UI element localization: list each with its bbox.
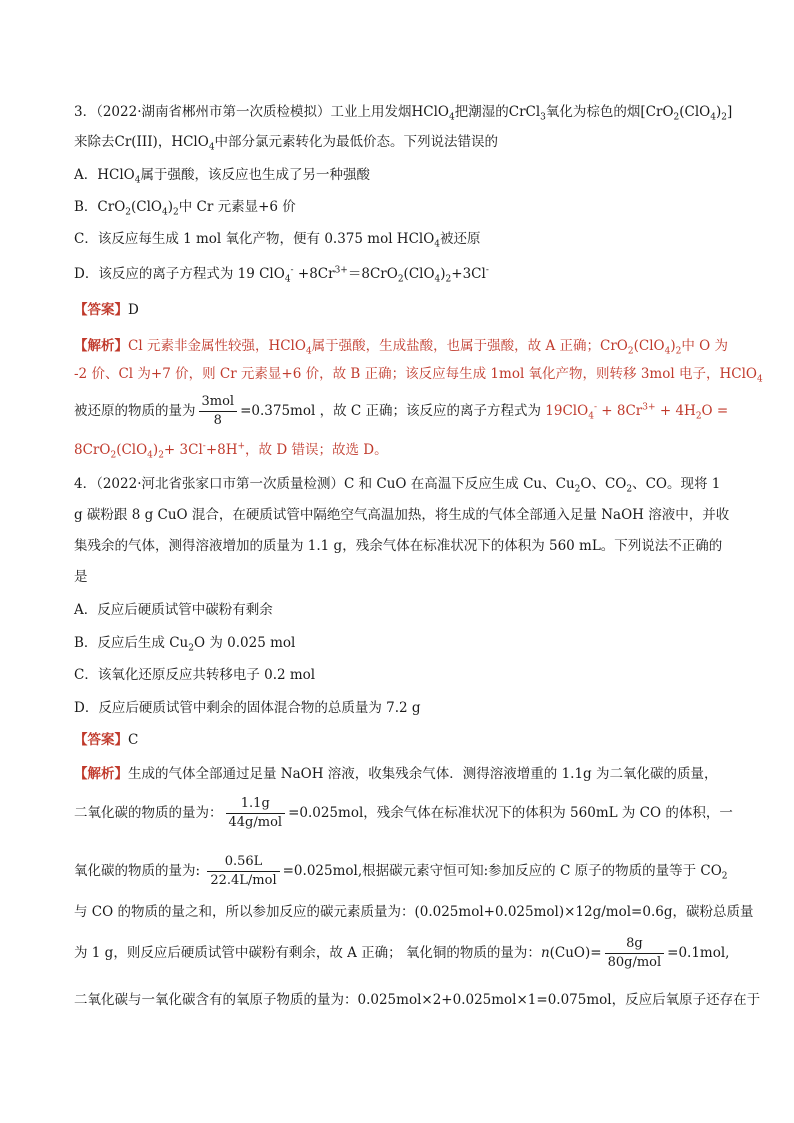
q4-answer	[74, 730, 734, 750]
q4-option-b: B．反应后生成 $Cu_2O$ 为 0.025 mol	[74, 635, 296, 654]
q3-analysis-line-3: 被还原的物质的量为 $\frac{\text{3mol}}{8}$ =0.375mol ，故 C 正确；该反应的离子方程式为 $19ClO_4^- + 8Cr^{3+} + 4H_2O$ =	[74, 394, 729, 428]
q3-option-d: D．该反应的离子方程式为 19 $ClO_4^- +8Cr^{3+}=8CrO_2(ClO_4)_2+3Cl^-$	[74, 265, 489, 285]
q4-stem-line-1: 4．（2022·河北省张家口市第一次质量检测）C 和 CuO 在高温下反应生成 Cu、$Cu_2O$、$CO_2$、CO。现将 1	[74, 476, 721, 495]
q3-analysis-line-2: -2 价、Cl 为+7 价，则 Cr 元素显+6 价，故 B 正确；该反应每生成 1mol 氧化产物，则转移 3mol 电子，HClO$_4$	[74, 366, 763, 385]
q4-source: （2022·河北省张家口市第一次质量检测）	[96, 476, 344, 492]
answer-tag: 【答案】	[74, 302, 128, 318]
q3-analysis-line-1: 【解析】Cl 元素非金属性较强，HClO$_4$属于强酸，生成盐酸，也属于强酸，故 A 正确；$CrO_2(ClO_4)_2$中 O 为	[74, 338, 728, 357]
analysis-tag: 【解析】	[74, 766, 128, 782]
fraction: $\frac{\text{3mol}}{8}$	[199, 394, 238, 429]
q3-option-c: C．该反应每生成 1 mol 氧化产物，便有 0.375 mol HClO$_4$被还原	[74, 231, 481, 250]
q3-answer	[74, 300, 734, 320]
analysis-tag: 【解析】	[74, 338, 128, 354]
q3-number: 3．	[74, 104, 97, 120]
answer-tag: 【答案】	[74, 732, 128, 748]
q3-option-b: B．$CrO_2(ClO_4)_2$中 Cr 元素显+6 价	[74, 199, 296, 218]
q3-source: （2022·湖南省郴州市第一次质检模拟）	[96, 104, 331, 120]
q3-stem-line-2: 来除去Cr(III)，HClO$_4$中部分氯元素转化为最低价态。下列说法错误的	[74, 134, 499, 153]
fraction: $\frac{1.1g}{\text{44g/mol}}$	[226, 796, 286, 831]
answer-value: C	[128, 732, 139, 748]
q3-stem-line-1: 3．（2022·湖南省郴州市第一次质检模拟）工业上用发烟HClO$_4$把潮湿的CrCl$_3$氧化为棕色的烟$[CrO_2(ClO_4)_2]$	[74, 104, 733, 123]
q4-analysis-line-6: 二氧化碳与一氧化碳含有的氧原子物质的量为：0.025mol×2+0.025mol×1=0.075mol，反应后氧原子还存在于	[74, 992, 761, 1008]
q4-option-c: C．该氧化还原反应共转移电子 0.2 mol	[74, 667, 316, 683]
fraction: $\frac{8g}{\text{80g/mol}}$	[605, 936, 665, 971]
q4-stem-line-4: 是	[74, 569, 88, 585]
q4-number: 4．	[74, 476, 97, 492]
q4-stem-line-3: 集残余的气体，测得溶液增加的质量为 1.1 g，残余气体在标准状况下的体积为 560 mL。下列说法不正确的	[74, 538, 723, 554]
q4-option-a: A．反应后硬质试管中碳粉有剩余	[74, 602, 273, 618]
q4-option-d: D．反应后硬质试管中剩余的固体混合物的总质量为 7.2 g	[74, 700, 421, 716]
q4-stem-line-2: g 碳粉跟 8 g CuO 混合，在硬质试管中隔绝空气高温加热，将生成的气体全部通入足量 NaOH 溶液中，并收	[74, 507, 730, 523]
q4-analysis-line-1: 【解析】生成的气体全部通过足量 NaOH 溶液，收集残余气体．测得溶液增重的 1.1g 为二氧化碳的质量，	[74, 766, 718, 782]
q4-analysis-line-2: 二氧化碳的物质的量为： $\frac{1.1g}{\text{44g/mol}}$ =0.025mol，残余气体在标准状况下的体积为 560mL 为 CO 的体积，一	[74, 796, 733, 830]
q4-analysis-line-5: 为 1 g，则反应后硬质试管中碳粉有剩余，故 A 正确； 氧化铜的物质的量为：n(CuO)= $\frac{8g}{\text{80g/mol}}$ =0.1mol,	[74, 936, 730, 970]
q4-analysis-line-4: 与 CO 的物质的量之和，所以参加反应的碳元素质量为：(0.025mol+0.025mol)×12g/mol=0.6g，碳粉总质量	[74, 904, 754, 920]
q3-option-a: A．HClO$_4$属于强酸，该反应也生成了另一种强酸	[74, 167, 370, 186]
q3-analysis-line-4: $8CrO_2(ClO_4)_2+ 3Cl^-+8H^+$，故 D 错误；故选 D。	[74, 441, 388, 461]
q4-analysis-line-3: 氧化碳的物质的量为: $\frac{0.56L}{\text{22.4L/mol}}$ =0.025mol,根据碳元素守恒可知:参加反应的 C 原子的物质的量等于 $CO_2$	[74, 854, 728, 888]
answer-value: D	[128, 302, 139, 318]
fraction: $\frac{0.56L}{\text{22.4L/mol}}$	[207, 854, 279, 889]
